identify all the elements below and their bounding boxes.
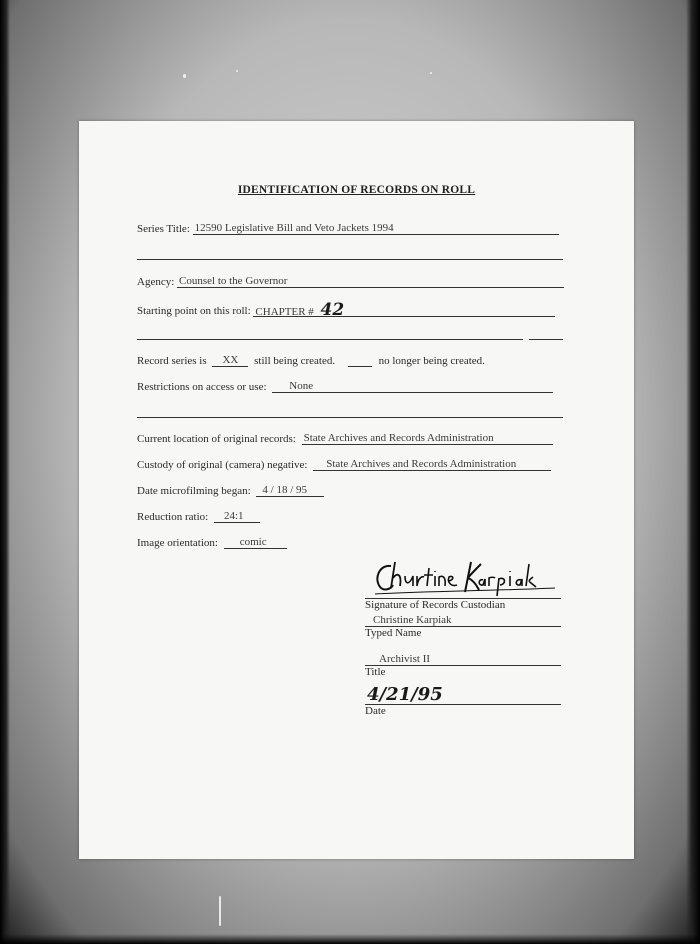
form-title: IDENTIFICATION OF RECORDS ON ROLL: [237, 184, 476, 196]
date-signed-field: [365, 683, 561, 705]
orientation-row: [137, 535, 287, 551]
signature-caption-block: [365, 585, 561, 612]
record-series-prefix: Record series is: [137, 355, 207, 367]
record-series-no-longer-text: no longer being created.: [378, 355, 485, 367]
orientation-label: Image orientation:: [137, 537, 218, 549]
date-began-field: 4 / 18 / 95: [256, 483, 324, 497]
film-edge-bottom: [0, 934, 700, 944]
dust-speck: [183, 74, 186, 78]
starting-point-label: Starting point on this roll:: [137, 305, 251, 317]
starting-point-typed: CHAPTER #: [255, 306, 314, 318]
custody-field: State Archives and Records Administration: [313, 457, 551, 471]
agency-field: Counsel to the Governor: [177, 274, 564, 288]
title-caption: Title: [365, 666, 386, 678]
date-signed-handwritten: 4/21/95: [367, 684, 443, 705]
date-signed-block: [365, 683, 561, 718]
film-edge-right: [686, 0, 700, 944]
dust-speck: [430, 72, 432, 74]
current-location-label: Current location of original records:: [137, 433, 296, 445]
date-began-row: [137, 483, 324, 499]
record-series-row: [137, 353, 485, 369]
typed-name-caption: Typed Name: [365, 627, 422, 639]
orientation-field: comic: [224, 535, 287, 549]
record-series-still-mark: XX: [212, 353, 248, 367]
date-caption: Date: [365, 705, 386, 717]
starting-point-row: [137, 299, 555, 319]
series-title-row: [137, 221, 559, 237]
starting-point-field: [253, 299, 555, 320]
record-series-no-longer-mark: [348, 353, 372, 367]
reduction-field: 24:1: [214, 509, 260, 523]
typed-name-field: Christine Karpiak: [365, 613, 561, 627]
current-location-field: State Archives and Records Administration: [302, 431, 553, 445]
dust-speck: [219, 896, 221, 926]
record-series-still-text: still being created.: [254, 355, 336, 367]
title-block: [365, 652, 561, 679]
signature-line: [365, 585, 561, 599]
restrictions-row: [137, 379, 553, 395]
starting-point-continuation-line: [137, 339, 523, 340]
film-edge-left: [0, 0, 10, 944]
dust-speck: [236, 70, 238, 72]
series-title-continuation-line: [137, 259, 563, 260]
restrictions-field: None: [272, 379, 553, 393]
series-title-field: 12590 Legislative Bill and Veto Jackets 1994: [193, 221, 559, 235]
starting-point-continuation-line-short: [529, 339, 563, 340]
restrictions-label: Restrictions on access or use:: [137, 381, 267, 393]
date-began-label: Date microfilming began:: [137, 485, 251, 497]
agency-row: [137, 274, 564, 290]
custody-label: Custody of original (camera) negative:: [137, 459, 308, 471]
reduction-label: Reduction ratio:: [137, 511, 209, 523]
agency-label: Agency:: [137, 276, 175, 288]
signature-caption: Signature of Records Custodian: [365, 599, 506, 611]
typed-name-block: [365, 613, 561, 640]
custody-row: [137, 457, 551, 473]
title-field: Archivist II: [365, 652, 561, 666]
current-location-row: [137, 431, 553, 447]
starting-point-handwritten: 42: [320, 300, 345, 320]
restrictions-continuation-line: [137, 417, 563, 418]
series-title-label: Series Title:: [137, 223, 190, 235]
records-form-sheet: [79, 121, 634, 859]
reduction-row: [137, 509, 260, 525]
